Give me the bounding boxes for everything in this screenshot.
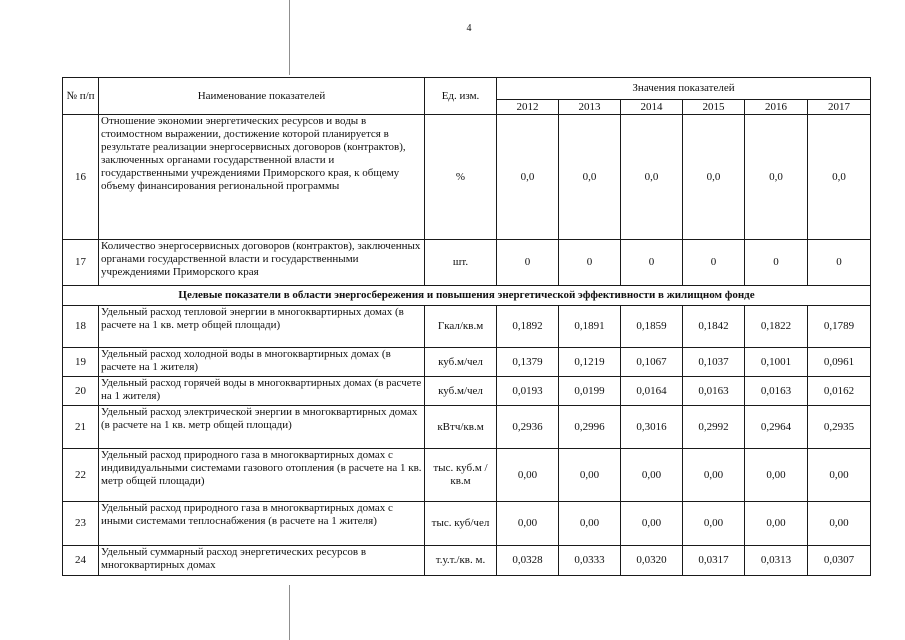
value-cell: 0,00 [808, 449, 871, 502]
row-number: 24 [63, 546, 99, 576]
value-cell: 0,1859 [621, 306, 683, 348]
header-year: 2014 [621, 100, 683, 115]
table-row [63, 348, 871, 377]
scan-fold-line [289, 0, 290, 75]
unit: куб.м/чел [425, 377, 497, 406]
value-cell: 0,0 [808, 115, 871, 240]
header-year: 2013 [559, 100, 621, 115]
unit: куб.м/чел [425, 348, 497, 377]
row-number: 18 [63, 306, 99, 348]
value-cell: 0 [621, 240, 683, 286]
table-row [63, 306, 871, 348]
indicator-name: Удельный расход горячей воды в многоквартирных домах (в расчете на 1 жителя) [99, 377, 425, 406]
indicator-name: Удельный суммарный расход энергетических ресурсов в многоквартирных домах [99, 546, 425, 576]
header-name: Наименование показателей [99, 78, 425, 115]
row-number: 20 [63, 377, 99, 406]
value-cell: 0,00 [808, 502, 871, 546]
header-values-group: Значения показателей [497, 78, 871, 100]
value-cell: 0,0 [621, 115, 683, 240]
header-year: 2015 [683, 100, 745, 115]
value-cell: 0,00 [745, 502, 808, 546]
value-cell: 0,1789 [808, 306, 871, 348]
header-num: № п/п [63, 78, 99, 115]
value-cell: 0,00 [683, 449, 745, 502]
unit: шт. [425, 240, 497, 286]
value-cell: 0,1037 [683, 348, 745, 377]
scan-fold-line-lower [289, 585, 290, 640]
indicator-name: Количество энергосервисных договоров (контрактов), заключенных органами государственной власти и государственными учреждениями Приморского края [99, 240, 425, 286]
value-cell: 0,2964 [745, 406, 808, 449]
value-cell: 0 [497, 240, 559, 286]
unit: тыс. куб/чел [425, 502, 497, 546]
value-cell: 0,00 [497, 502, 559, 546]
value-cell: 0,1842 [683, 306, 745, 348]
value-cell: 0,0163 [683, 377, 745, 406]
value-cell: 0,1001 [745, 348, 808, 377]
value-cell: 0,0961 [808, 348, 871, 377]
value-cell: 0,1892 [497, 306, 559, 348]
value-cell: 0,0164 [621, 377, 683, 406]
value-cell: 0,1379 [497, 348, 559, 377]
indicators-table [62, 77, 871, 576]
indicator-name: Отношение экономии энергетических ресурсов и воды в стоимостном выражении, достижение которой планируется в результате реализации энергосервисных договоров (контрактов), заключенных органами государственной власти и государственными учреждениями Приморского края, к общему объему финансирования региональной программы [99, 115, 425, 240]
value-cell: 0,0193 [497, 377, 559, 406]
table-row [63, 115, 871, 240]
table-row [63, 502, 871, 546]
row-number: 22 [63, 449, 99, 502]
unit: кВтч/кв.м [425, 406, 497, 449]
unit: % [425, 115, 497, 240]
value-cell: 0,00 [559, 502, 621, 546]
value-cell: 0,2935 [808, 406, 871, 449]
value-cell: 0,2992 [683, 406, 745, 449]
value-cell: 0,0333 [559, 546, 621, 576]
value-cell: 0 [808, 240, 871, 286]
value-cell: 0,0313 [745, 546, 808, 576]
indicator-name: Удельный расход тепловой энергии в многоквартирных домах (в расчете на 1 кв. метр общей площади) [99, 306, 425, 348]
value-cell: 0,0317 [683, 546, 745, 576]
indicator-name: Удельный расход природного газа в многоквартирных домах с иными системами теплоснабжения (в расчете на 1 жителя) [99, 502, 425, 546]
value-cell: 0,0 [683, 115, 745, 240]
indicator-name: Удельный расход холодной воды в многоквартирных домах (в расчете на 1 жителя) [99, 348, 425, 377]
value-cell: 0 [683, 240, 745, 286]
unit: тыс. куб.м /кв.м [425, 449, 497, 502]
value-cell: 0,00 [745, 449, 808, 502]
value-cell: 0 [745, 240, 808, 286]
value-cell: 0,0 [559, 115, 621, 240]
value-cell: 0,2936 [497, 406, 559, 449]
value-cell: 0,1219 [559, 348, 621, 377]
unit: Гкал/кв.м [425, 306, 497, 348]
value-cell: 0,0328 [497, 546, 559, 576]
header-year: 2016 [745, 100, 808, 115]
value-cell: 0,0162 [808, 377, 871, 406]
value-cell: 0 [559, 240, 621, 286]
section-title: Целевые показатели в области энергосбережения и повышения энергетической эффективности в жилищном фонде [63, 286, 871, 306]
value-cell: 0,0320 [621, 546, 683, 576]
header-unit: Ед. изм. [425, 78, 497, 115]
value-cell: 0,1822 [745, 306, 808, 348]
header-year: 2012 [497, 100, 559, 115]
table-row [63, 449, 871, 502]
value-cell: 0,00 [559, 449, 621, 502]
value-cell: 0,0307 [808, 546, 871, 576]
value-cell: 0,00 [621, 502, 683, 546]
row-number: 19 [63, 348, 99, 377]
value-cell: 0,3016 [621, 406, 683, 449]
row-number: 23 [63, 502, 99, 546]
table-row [63, 546, 871, 576]
indicator-name: Удельный расход природного газа в многоквартирных домах с индивидуальными системами газового отопления (в расчете на 1 кв. метр общей площади) [99, 449, 425, 502]
header-row-main [63, 78, 871, 100]
value-cell: 0,0 [497, 115, 559, 240]
value-cell: 0,00 [497, 449, 559, 502]
value-cell: 0,1891 [559, 306, 621, 348]
value-cell: 0,00 [621, 449, 683, 502]
section-row [63, 286, 871, 306]
table-row [63, 406, 871, 449]
indicator-name: Удельный расход электрической энергии в многоквартирных домах (в расчете на 1 кв. метр общей площади) [99, 406, 425, 449]
unit: т.у.т./кв. м. [425, 546, 497, 576]
value-cell: 0,1067 [621, 348, 683, 377]
header-year: 2017 [808, 100, 871, 115]
value-cell: 0,00 [683, 502, 745, 546]
table-row [63, 240, 871, 286]
value-cell: 0,2996 [559, 406, 621, 449]
value-cell: 0,0 [745, 115, 808, 240]
page-number: 4 [466, 23, 472, 34]
table-row [63, 377, 871, 406]
row-number: 21 [63, 406, 99, 449]
value-cell: 0,0163 [745, 377, 808, 406]
value-cell: 0,0199 [559, 377, 621, 406]
row-number: 16 [63, 115, 99, 240]
row-number: 17 [63, 240, 99, 286]
